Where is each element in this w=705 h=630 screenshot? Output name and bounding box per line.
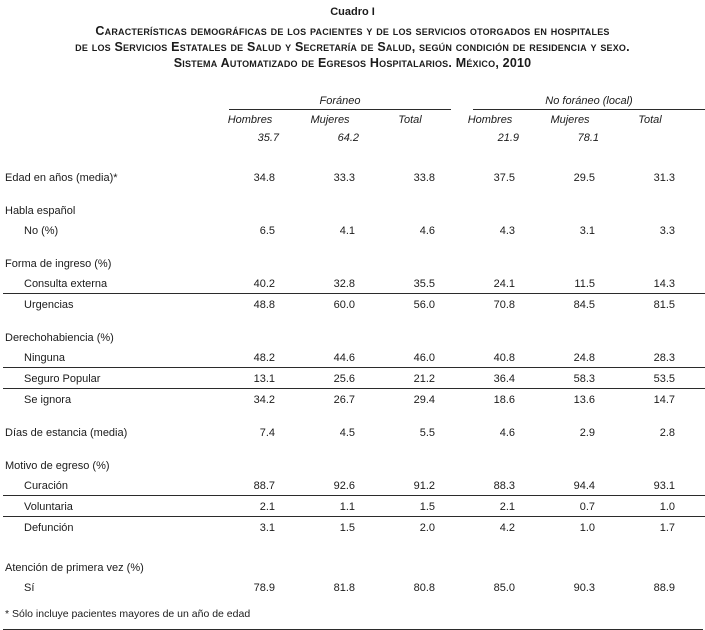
table-row bbox=[3, 273, 705, 294]
title-line-1: Características demográficas de los pacientes y de los servicios otorgados en hospitales bbox=[95, 24, 610, 38]
cell-value: 29.4 bbox=[413, 394, 435, 406]
table-row bbox=[3, 422, 705, 442]
cell-value: 2.1 bbox=[259, 501, 275, 513]
column-header-spacer bbox=[3, 126, 225, 129]
section-header-row bbox=[3, 253, 705, 273]
cell-value: 37.5 bbox=[493, 172, 515, 184]
cell-value: 1.0 bbox=[659, 501, 675, 513]
cell-value: 29.5 bbox=[573, 172, 595, 184]
row-label: No (%) bbox=[24, 225, 59, 237]
cell-value: 7.4 bbox=[259, 427, 275, 439]
cell-value: 78.9 bbox=[253, 582, 275, 594]
section-label: Motivo de egreso (%) bbox=[5, 460, 110, 472]
table-title bbox=[0, 6, 705, 71]
footnote: * Sólo incluye pacientes mayores de un año de edad bbox=[5, 608, 251, 620]
row-label: Sí bbox=[24, 582, 35, 594]
cell-value: 94.4 bbox=[573, 480, 595, 492]
row-label: Consulta externa bbox=[24, 278, 108, 290]
cell-value: 14.7 bbox=[653, 394, 675, 406]
group-percentage-row bbox=[3, 129, 705, 147]
cell-value: 40.2 bbox=[253, 278, 275, 290]
cell-value: 58.3 bbox=[573, 373, 595, 385]
table-row bbox=[3, 294, 705, 314]
cell-value: 0.7 bbox=[579, 501, 595, 513]
cell-value: 48.2 bbox=[253, 352, 275, 364]
cell-value: 21.2 bbox=[413, 373, 435, 385]
section-header-row bbox=[3, 200, 705, 220]
table-row bbox=[3, 517, 705, 537]
cell-value: 92.6 bbox=[333, 480, 355, 492]
cell-value: 60.0 bbox=[333, 299, 355, 311]
cell-value: 4.1 bbox=[339, 225, 355, 237]
section-header-row bbox=[3, 327, 705, 347]
table-row bbox=[3, 347, 705, 368]
column-header-mujeres-foraneo: Mujeres bbox=[310, 114, 350, 126]
column-header-mujeres-no-foraneo: Mujeres bbox=[550, 114, 590, 126]
cell-value: 90.3 bbox=[573, 582, 595, 594]
cell-value: 88.3 bbox=[493, 480, 515, 492]
section-label: Habla español bbox=[5, 205, 76, 217]
cell-value: 18.6 bbox=[493, 394, 515, 406]
row-label: Curación bbox=[24, 480, 69, 492]
cell-value: 53.5 bbox=[653, 373, 675, 385]
cell-value: 5.5 bbox=[419, 427, 435, 439]
row-label: Edad en años (media)* bbox=[5, 172, 118, 184]
table-row bbox=[3, 167, 705, 187]
cell-value: 91.2 bbox=[413, 480, 435, 492]
cell-value: 88.9 bbox=[653, 582, 675, 594]
section-header-row bbox=[3, 557, 705, 577]
cell-value: 14.3 bbox=[653, 278, 675, 290]
cell-value: 48.8 bbox=[253, 299, 275, 311]
column-header-hombres-no-foraneo: Hombres bbox=[467, 114, 513, 126]
cell-value: 4.6 bbox=[419, 225, 435, 237]
cell-value: 34.2 bbox=[253, 394, 275, 406]
cell-value: 3.1 bbox=[579, 225, 595, 237]
cell-value: 6.5 bbox=[259, 225, 275, 237]
column-header-row bbox=[3, 110, 705, 129]
cell-value: 13.6 bbox=[573, 394, 595, 406]
cell-value: 70.8 bbox=[493, 299, 515, 311]
row-label: Voluntaria bbox=[24, 501, 73, 513]
cell-value bbox=[385, 144, 465, 147]
cell-value: 3.3 bbox=[659, 225, 675, 237]
row-label: Seguro Popular bbox=[24, 373, 101, 385]
cell-value: 4.2 bbox=[499, 522, 515, 534]
cell-value: 85.0 bbox=[493, 582, 515, 594]
cell-value: 1.5 bbox=[419, 501, 435, 513]
cell-value: 56.0 bbox=[413, 299, 435, 311]
cell-value: 32.8 bbox=[333, 278, 355, 290]
title-line-3: Sistema Automatizado de Egresos Hospitalarios. México, 2010 bbox=[173, 56, 532, 70]
group-header-foraneo: Foráneo bbox=[229, 95, 451, 110]
table-row bbox=[3, 368, 705, 389]
group-header-no-foraneo: No foráneo (local) bbox=[473, 95, 705, 110]
cell-value: 35.7 bbox=[257, 132, 279, 144]
cell-value: 28.3 bbox=[653, 352, 675, 364]
cell-value: 31.3 bbox=[653, 172, 675, 184]
cell-value: 44.6 bbox=[333, 352, 355, 364]
cell-value: 26.7 bbox=[333, 394, 355, 406]
cell-value: 4.3 bbox=[499, 225, 515, 237]
cell-value: 11.5 bbox=[574, 278, 595, 290]
table-row bbox=[3, 220, 705, 240]
cell-value: 24.1 bbox=[493, 278, 515, 290]
cell-value: 3.1 bbox=[259, 522, 275, 534]
cell-value: 81.5 bbox=[653, 299, 675, 311]
section-label: Forma de ingreso (%) bbox=[5, 258, 112, 270]
cell-value: 13.1 bbox=[253, 373, 275, 385]
cell-value: 46.0 bbox=[413, 352, 435, 364]
cell-value: 33.8 bbox=[413, 172, 435, 184]
cell-value: 1.5 bbox=[339, 522, 355, 534]
table-row bbox=[3, 496, 705, 517]
table-row bbox=[3, 389, 705, 409]
cell-value: 81.8 bbox=[333, 582, 355, 594]
cell-value: 2.9 bbox=[579, 427, 595, 439]
cell-value: 84.5 bbox=[573, 299, 595, 311]
column-header-total-foraneo: Total bbox=[398, 114, 422, 126]
cell-value: 35.5 bbox=[413, 278, 435, 290]
title-line-2: de los Servicios Estatales de Salud y Secretaría de Salud, según condición de residencia y sexo. bbox=[75, 40, 630, 54]
section-label: Derechohabiencia (%) bbox=[5, 332, 114, 344]
table-row bbox=[3, 577, 705, 597]
cell-value: 34.8 bbox=[253, 172, 275, 184]
cell-value: 24.8 bbox=[573, 352, 595, 364]
cell-value: 1.0 bbox=[579, 522, 595, 534]
cell-value: 78.1 bbox=[577, 132, 599, 144]
section-label: Atención de primera vez (%) bbox=[5, 562, 144, 574]
cell-value: 2.0 bbox=[419, 522, 435, 534]
cell-value bbox=[625, 144, 705, 147]
cell-value: 80.8 bbox=[413, 582, 435, 594]
cell-value: 36.4 bbox=[493, 373, 515, 385]
row-label: Días de estancia (media) bbox=[5, 427, 128, 439]
cell-value: 21.9 bbox=[497, 132, 519, 144]
cell-value: 2.1 bbox=[499, 501, 515, 513]
section-header-row bbox=[3, 455, 705, 475]
cell-value: 4.5 bbox=[339, 427, 355, 439]
cell-value: 33.3 bbox=[333, 172, 355, 184]
column-header-hombres-foraneo: Hombres bbox=[227, 114, 273, 126]
cell-value: 1.1 bbox=[339, 501, 355, 513]
group-header-row bbox=[3, 92, 705, 110]
cell-value: 25.6 bbox=[333, 373, 355, 385]
cell-value: 88.7 bbox=[253, 480, 275, 492]
cell-value: 40.8 bbox=[493, 352, 515, 364]
data-table bbox=[3, 92, 705, 597]
row-label: Urgencias bbox=[24, 299, 74, 311]
column-header-total-no-foraneo: Total bbox=[638, 114, 662, 126]
row-label: Se ignora bbox=[24, 394, 72, 406]
cell-value: 2.8 bbox=[659, 427, 675, 439]
cell-value: 1.7 bbox=[659, 522, 675, 534]
cell-value: 93.1 bbox=[653, 480, 675, 492]
row-label: Defunción bbox=[24, 522, 74, 534]
table-number: Cuadro I bbox=[330, 6, 375, 18]
cell-value: 4.6 bbox=[499, 427, 515, 439]
row-label: Ninguna bbox=[24, 352, 65, 364]
cell-value: 64.2 bbox=[337, 132, 359, 144]
table-row bbox=[3, 475, 705, 496]
